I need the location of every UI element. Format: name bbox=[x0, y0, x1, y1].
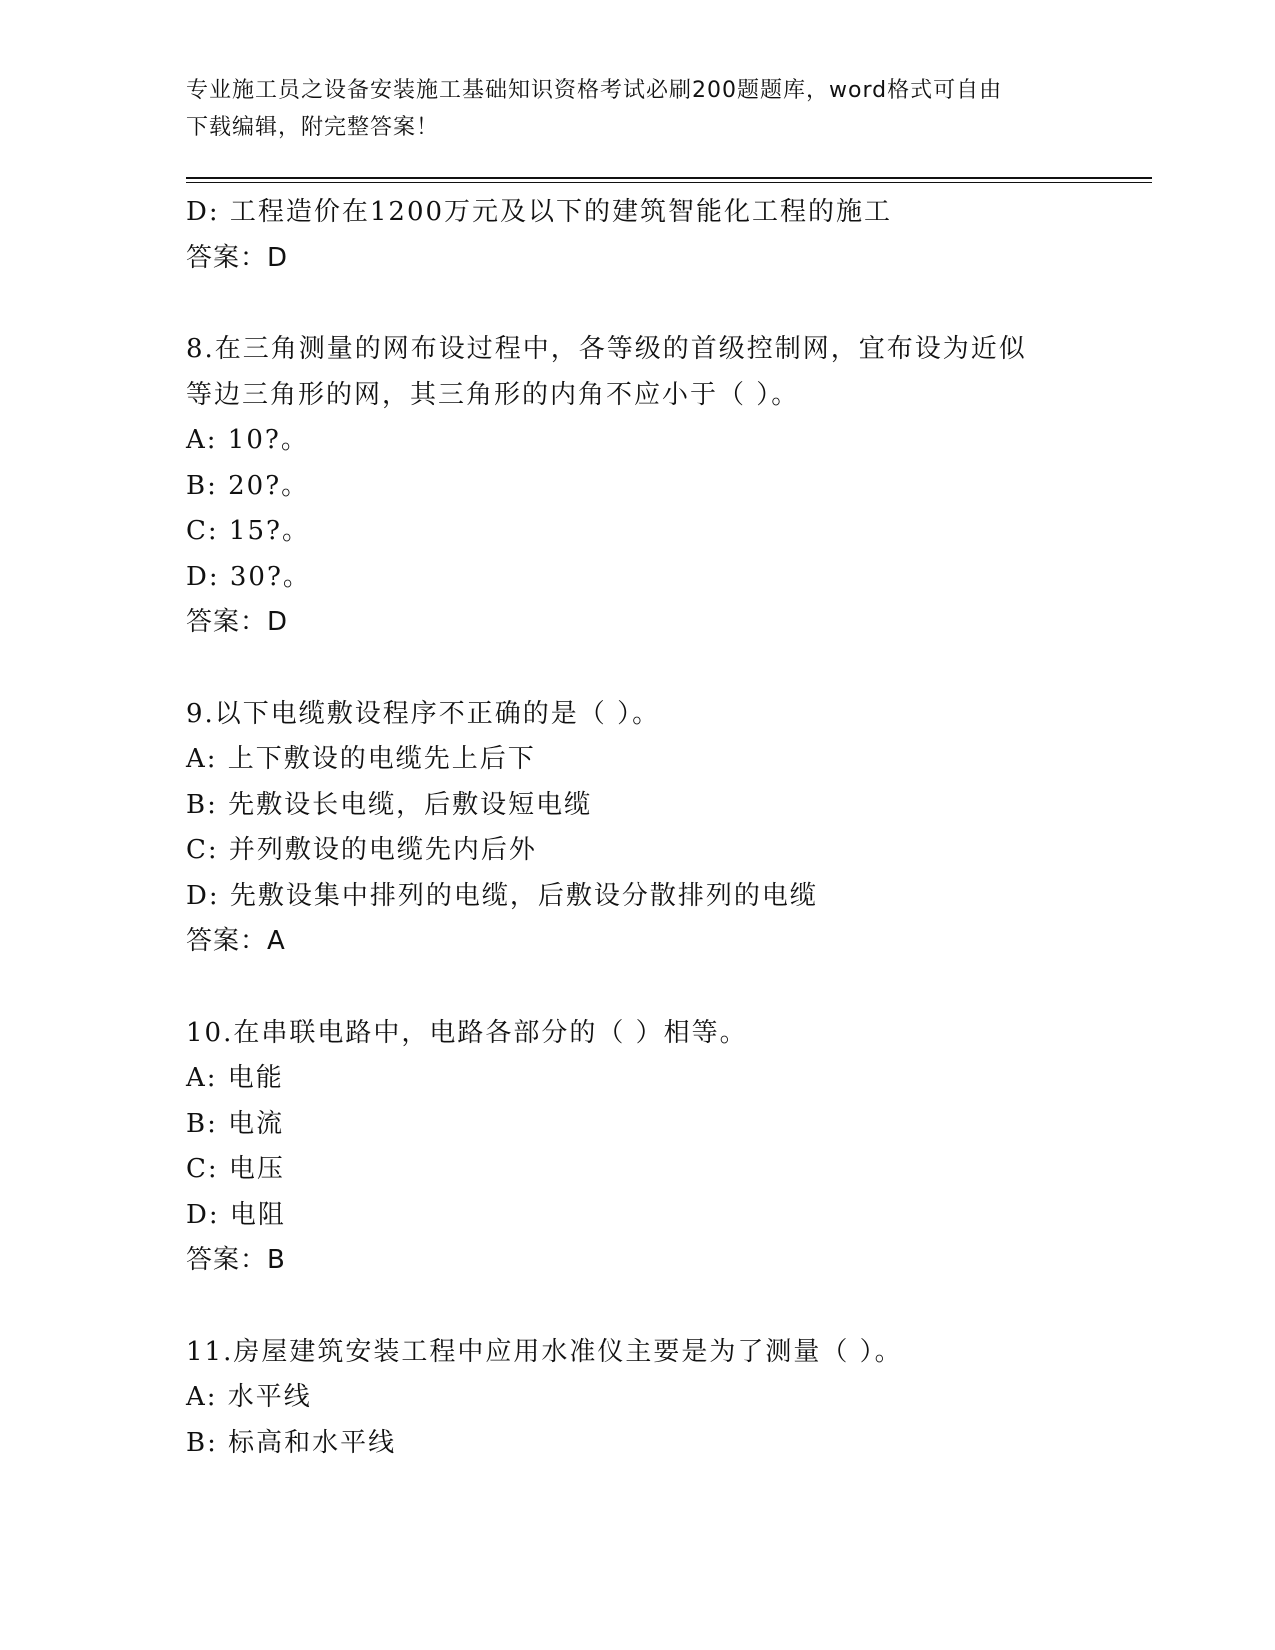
option-d: D: 先敷设集中排列的电缆，后敷设分散排列的电缆 bbox=[186, 880, 818, 911]
question-stem: 9.以下电缆敷设程序不正确的是（ ）。 bbox=[186, 698, 661, 729]
header-title-line-1: 专业施工员之设备安装施工基础知识资格考试必刷200题题库，word格式可自由 bbox=[186, 78, 1003, 103]
option-d: D: 工程造价在1200万元及以下的建筑智能化工程的施工 bbox=[186, 197, 893, 227]
question-list bbox=[186, 190, 1086, 1466]
option-a: A: 电能 bbox=[186, 1063, 284, 1093]
document-header bbox=[186, 72, 1086, 146]
question-stem-line-2: 等边三角形的网，其三角形的内角不应小于（ ）。 bbox=[186, 379, 800, 410]
answer-line: 答案：D bbox=[186, 607, 289, 637]
question-block-prev bbox=[186, 190, 1086, 281]
spacer bbox=[186, 1284, 1086, 1330]
header-title-line-2: 下载编辑，附完整答案！ bbox=[186, 115, 440, 140]
question-stem: 11.房屋建筑安装工程中应用水准仪主要是为了测量（ ）。 bbox=[186, 1336, 903, 1367]
question-block-10 bbox=[186, 1011, 1086, 1284]
option-b: B: 20?。 bbox=[186, 470, 310, 501]
option-d: D: 30?。 bbox=[186, 561, 311, 592]
spacer bbox=[186, 281, 1086, 327]
question-stem: 10.在串联电路中，电路各部分的（ ）相等。 bbox=[186, 1017, 748, 1048]
question-block-11 bbox=[186, 1330, 1086, 1467]
option-c: C: 并列敷设的电缆先内后外 bbox=[186, 835, 537, 865]
question-stem-line-1: 8.在三角测量的网布设过程中，各等级的首级控制网，宜布设为近似 bbox=[186, 334, 1027, 364]
option-c: C: 电压 bbox=[186, 1154, 285, 1184]
answer-line: 答案：A bbox=[186, 926, 286, 956]
option-b: B: 先敷设长电缆，后敷设短电缆 bbox=[186, 789, 593, 820]
option-d: D: 电阻 bbox=[186, 1199, 286, 1230]
option-a: A: 水平线 bbox=[186, 1382, 312, 1412]
option-b: B: 电流 bbox=[186, 1108, 285, 1139]
option-a: A: 上下敷设的电缆先上后下 bbox=[186, 744, 536, 774]
answer-line: 答案：B bbox=[186, 1245, 286, 1275]
option-b: B: 标高和水平线 bbox=[186, 1427, 397, 1458]
header-divider-thick bbox=[186, 177, 1152, 179]
header-divider-thin bbox=[186, 182, 1152, 183]
spacer bbox=[186, 646, 1086, 692]
option-a: A: 10?。 bbox=[186, 425, 309, 455]
question-block-8 bbox=[186, 327, 1086, 646]
question-block-9 bbox=[186, 692, 1086, 965]
option-c: C: 15?。 bbox=[186, 516, 310, 546]
answer-line: 答案：D bbox=[186, 242, 289, 273]
spacer bbox=[186, 965, 1086, 1011]
